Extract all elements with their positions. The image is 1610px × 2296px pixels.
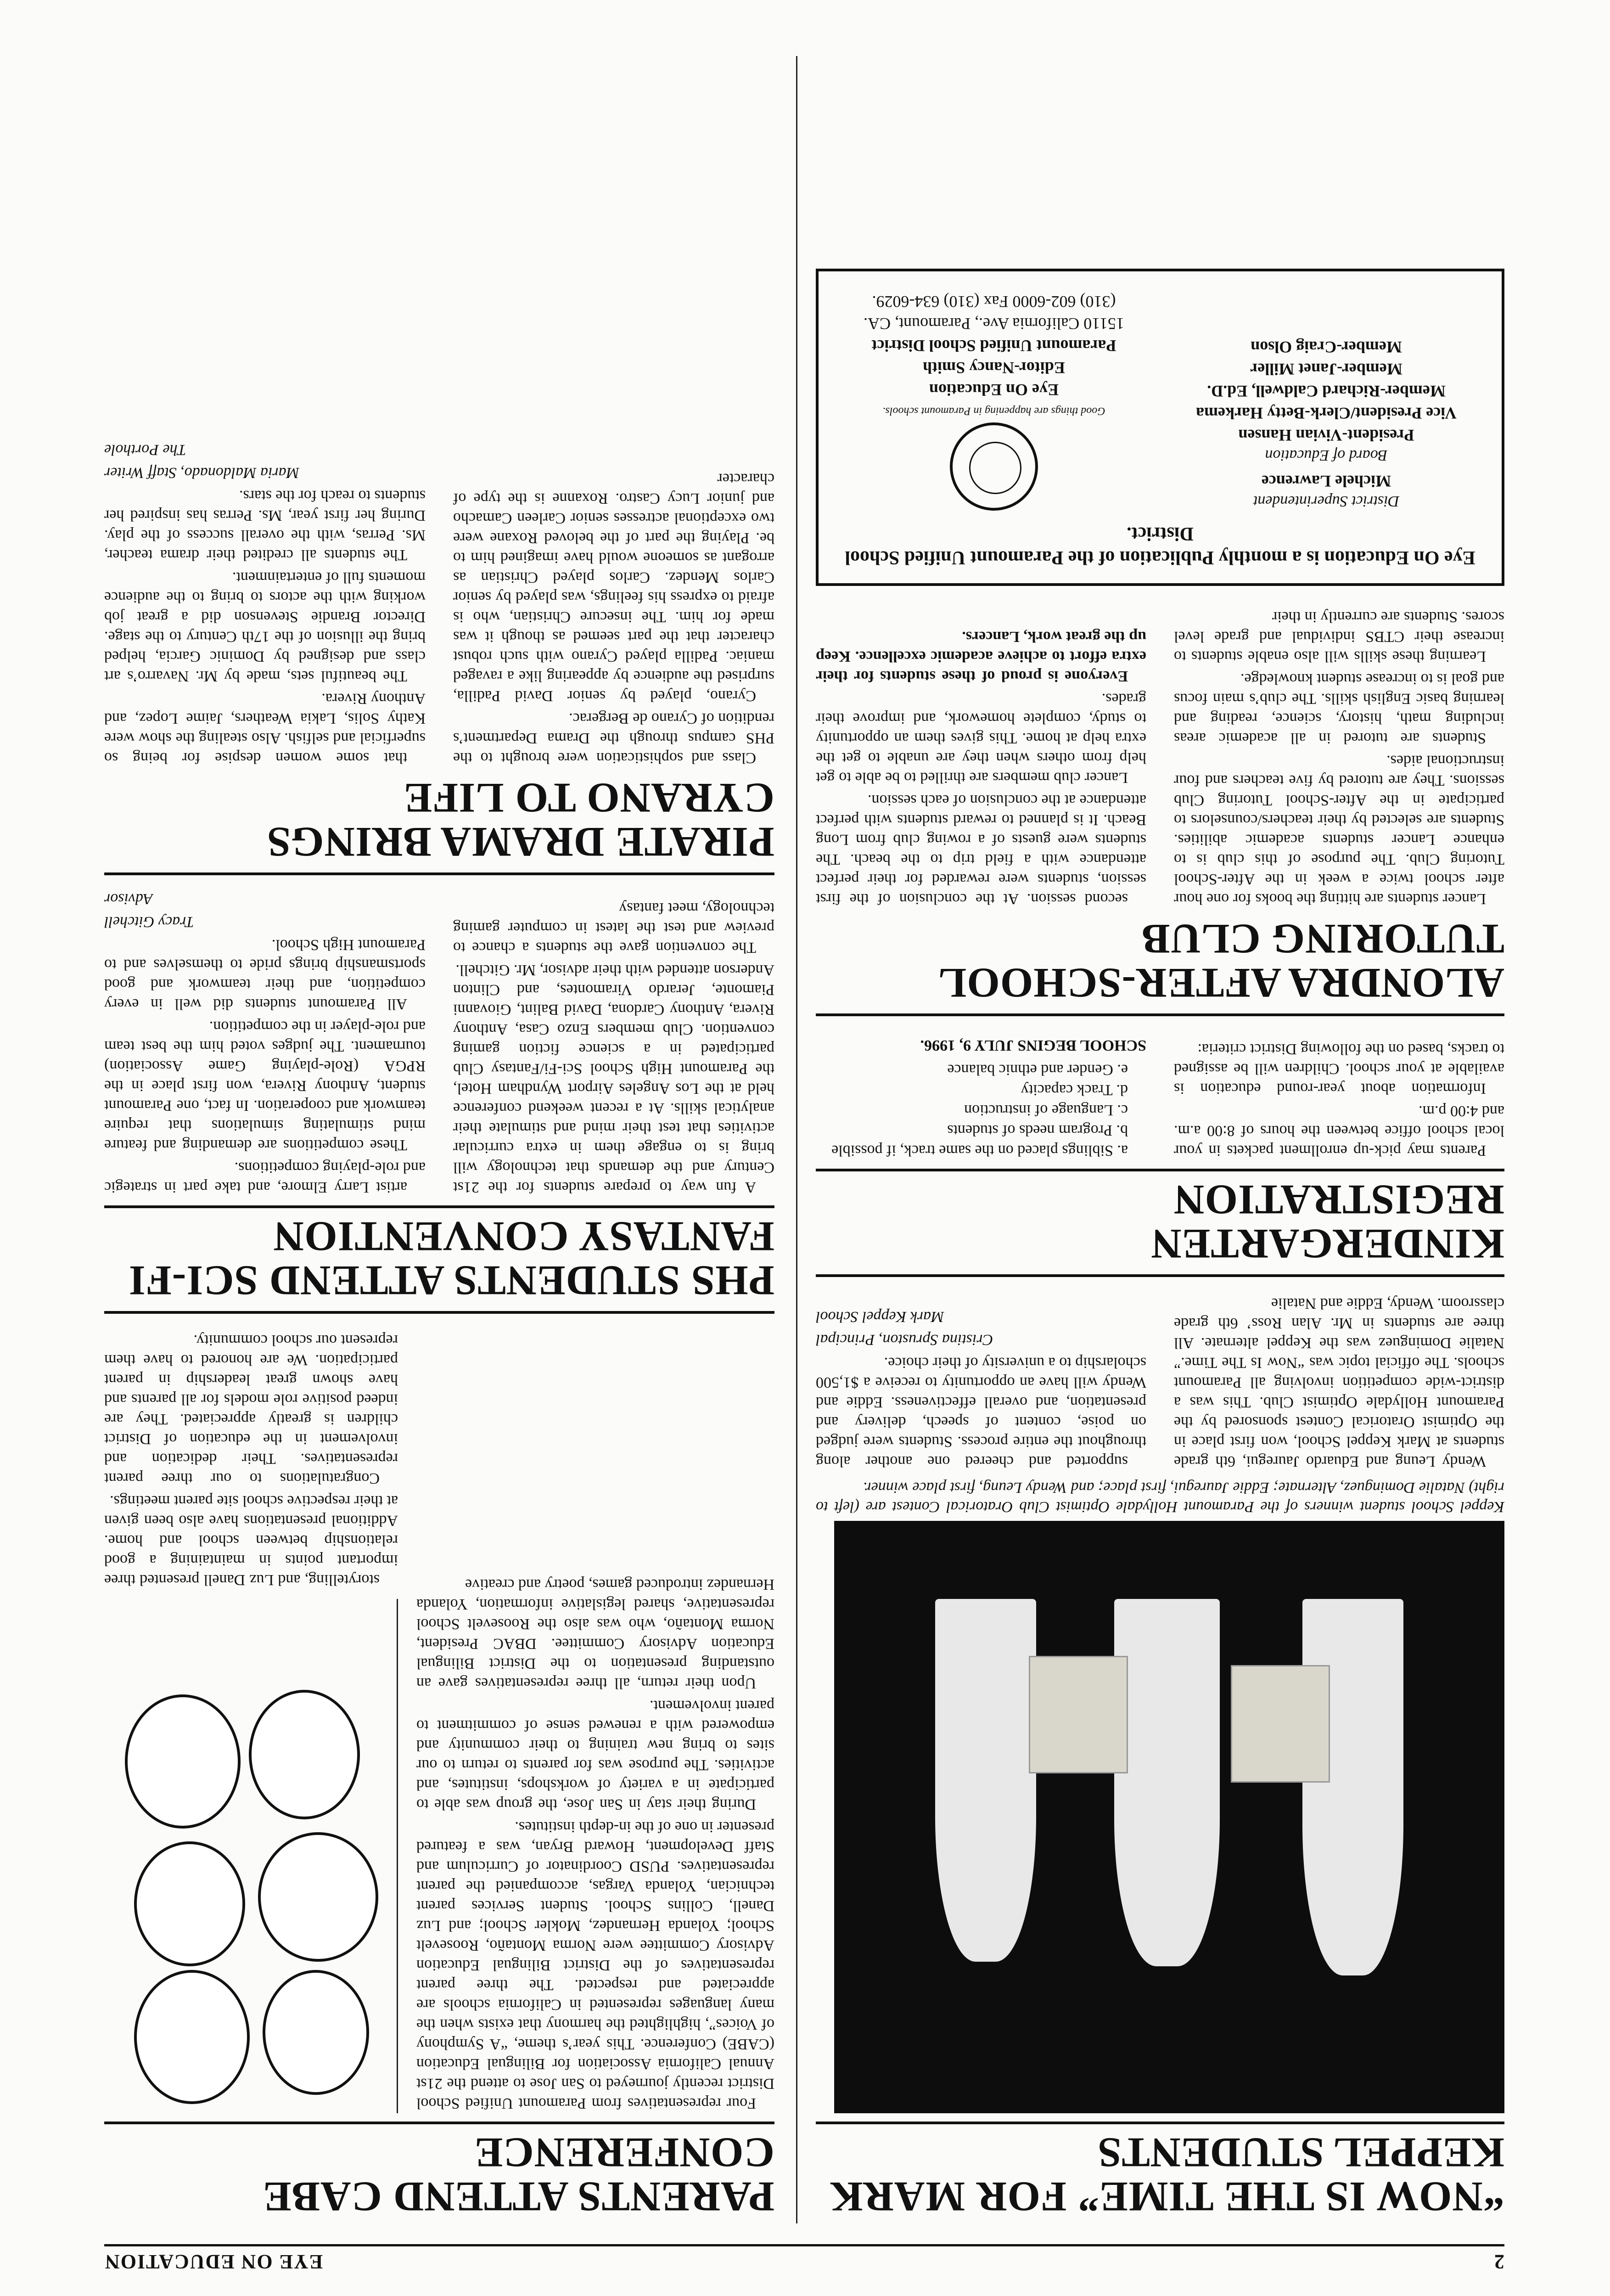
tagline: Good things are happening in Paramount schools. [882, 405, 1105, 417]
headline-rule [104, 2122, 774, 2124]
list-item: e. Gender and ethnic balance [947, 1061, 1128, 1078]
cabe-article [104, 1328, 774, 2219]
scifi-headline: PHS STUDENTS ATTEND SCI-FI FANTASY CONVENTION [128, 1213, 774, 1304]
board-member: Member-Janet Miller [1250, 360, 1402, 378]
paragraph: The convention gave the students a chance to preview and test the latest in computer gaming technology, meet fantasy [453, 900, 774, 956]
scifi-article [104, 889, 774, 1314]
paragraph: that some women despise for being so superficial and selfish. Also stealing the show were Kathy Solis, Lakia Weathers, Jaime Lopez, and Anthony Rivera. [104, 690, 426, 766]
right-column [104, 440, 774, 2219]
paragraph: Parents may pick-up enrollment packets in your local school office between the hours of 8:00 a.m. and 4:00 p.m. [1174, 1103, 1504, 1159]
keppel-caption: Keppel School student winners of the Paramount Hollydale Optimist Club Oratorical Contest are (left to right) Natalie Dominguez, Alternate; Eddie Jauregui, first place; and Wendy Leung, first place winner. [816, 1479, 1504, 1515]
masthead-grid [837, 285, 1483, 511]
byline-name: Cristina Spruston, Principal [816, 1331, 993, 1348]
district-seal-icon [950, 422, 1038, 511]
paragraph: Four representatives from Paramount Unified School District recently journeyed to San Jose to attend the 21st Annual California Association for Bilingual Education (CABE) Conference. This year’s theme, “A Symphony of Voices”, highlighted the harmony that exists when the many languages represented in California schools are appreciated and respected. The three parent representatives of the District Bilingual Education Advisory Committee were Norma Montaño, Roosevelt School; Yolanda Hernandez, Mokler School; and Luz Danell, Collins School. Student Services parent technician, Yolanda Vargas, accompanied the parent representatives. PUSD Coordinator of Curriculum and Staff Development, Howard Bryan, was a featured presenter in one of the in-depth institutes. [416, 1818, 774, 2112]
masthead-title: Eye On Education is a monthly Publication of the Paramount Unified School District. [845, 523, 1475, 568]
kindergarten-article [816, 1030, 1504, 1277]
column-divider [796, 56, 797, 2223]
superintendent-label: District Superintendent [1253, 493, 1400, 510]
scifi-body [104, 889, 774, 1197]
paragraph: Lancer club members are thrilled to be able to get help from others when they are unable to get the extra help at home. This gives them an opportunity to study, complete homework, and improve their grades. [816, 690, 1146, 786]
publication-name: Eye On Education [929, 381, 1059, 399]
masthead-officials [1169, 285, 1483, 511]
kindergarten-body [816, 1030, 1504, 1160]
cyrano-headline: PIRATE DRAMA BRINGS CYRANO TO LIFE [266, 775, 774, 866]
byline-school: Mark Keppel School [816, 1308, 944, 1325]
paragraph: supported and cheered one another along throughout the entire process. Students were judged on poise, content of speech, delivery and presentation, and overall effectiveness. Eddie and Wendy will have an opportunity to receive a $1,500 scholarship to a university of their choice. [816, 1354, 1146, 1470]
paragraph: During their stay in San Jose, the group was able to participate in a variety of workshops, institutes, and activities. The purpose was for parents to return to our sites to bring new training to their community and empowered with a renewed sense of commitment to parent involvement. [416, 1697, 774, 1813]
byline-name: Maria Maldonado, Staff Writer [104, 464, 299, 481]
paragraph: These competitions are demanding and feature mind stimulating simulations that require teamwork and cooperation. In fact, one Paramount student, Anthony Rivera, won first place in the RPGA (Role-playing Game Association) tournament. The judges voted him the best team and role-player in the competition. [104, 1018, 426, 1154]
cyrano-article [104, 440, 774, 875]
board-member: Member-Craig Olson [1251, 338, 1402, 356]
criteria-list [816, 1059, 1146, 1160]
masthead-box [816, 269, 1504, 586]
alondra-article [816, 604, 1504, 1016]
paragraph: Class and sophistication were brought to the PHS campus through the Drama Department’s rendition of Cyrano de Bergerac. [453, 710, 774, 766]
list-item: a. Siblings placed on the same track, if possible [831, 1142, 1128, 1159]
left-column [816, 255, 1504, 2219]
district-name: Paramount Unified School District [871, 337, 1116, 355]
folio-bar [104, 2244, 1504, 2274]
headline-rule [816, 1013, 1504, 1016]
headline-rule [104, 1205, 774, 1208]
paragraph: artist Larry Elmore, and take part in strategic and role-playing competitions. [104, 1159, 426, 1196]
byline-publication: The Porthole [104, 441, 186, 458]
paragraph: A fun way to prepare students for the 21st Century and the demands that technology will bring is to engage them in extra curricular activities that test their mind and stimulate their analytical skills. At a recent weekend conference held at the Los Angeles Airport Wyndham Hotel, the Paramount High School Sci-Fi/Fantasy Club participated in a science fiction gaming convention. Club members Enzo Casa, Anthony Rivera, Anthony Cardona, David Balint, Giovanni Piamonte, Jerardo Viramontes, and Clinton Anderson attended with their advisor, Mr. Gitchell. [453, 962, 774, 1196]
paragraph: Cyrano, played by senior David Padilla, surprised the audience by appearing like a ravaged maniac. Padilla played Cyrano with such robust character that the part seemed as though it was made for him. The insecure Christian, who is afraid to express his feelings, was played by senior Carlos Mendez. Carlos played Christian as arrogant as someone would have imagined him to be. Playing the part of the beloved Roxane were two exceptional actresses senior Carleen Camacho and junior Lucy Castro. Roxanne is the type of character [453, 470, 774, 704]
section-title: EYE ON EDUCATION [104, 2251, 323, 2273]
paragraph: Lancer students are hitting the books for one hour after school twice a week in the After-School Tutoring Club. The purpose of this club is to enhance Lancer students academic abilities. Students are selected by their teachers/counselors to participate in the After-School Tutoring Club sessions. They are tutored by five teachers and four instructional aides. [1174, 752, 1504, 907]
district-phone: (310) 602-6000 Fax (310) 634-6029. [872, 293, 1116, 311]
paragraph: Information about year-round education is available at your school. Children will be assigned to tracks, based on the following District criteria: [1174, 1041, 1504, 1097]
board-member: Vice President/Clerk-Betty Harkema [1196, 404, 1457, 422]
editor: Editor-Nancy Smith [923, 359, 1065, 377]
alondra-body [816, 604, 1504, 909]
paragraph: Congratulations to our three parent representatives. Their dedication and involvement in the education of District children is greatly appreciated. They are indeed positive role models for all parents and have shown great leadership in parent participation. We are honored to have them represent our school community. [104, 1332, 398, 1487]
alondra-headline: ALONDRA AFTER-SCHOOL TUTORING CLUB [940, 916, 1504, 1007]
cabe-headline: PARENTS ATTEND CABE CONFERENCE [263, 2129, 774, 2220]
paragraph: storytelling, and Luz Danell presented three important points in maintaining a good relationship between school and home. Additional presentations have also been given at their respective school site parent meetings. [104, 1492, 398, 1588]
cyrano-body [104, 440, 774, 768]
kindergarten-headline: KINDERGARTEN REGISTRATION [1150, 1176, 1504, 1267]
paragraph: second session. At the conclusion of the first session, students were rewarded for their perfect attendance with a field trip to the beach. The students were guests of a rowing club from Long Beach. It is planned to reward students with perfect attendance at the conclusion of each session. [816, 792, 1146, 907]
keppel-headline: “NOW IS THE TIME” FOR MARK KEPPEL STUDENTS [829, 2129, 1504, 2220]
byline-name: Tracy Gitchell [104, 913, 194, 930]
headline-rule [816, 2122, 1504, 2124]
board-member: Member-Richard Caldwell, Ed.D. [1207, 382, 1446, 400]
cabe-body [104, 1328, 774, 2113]
school-begins-note: SCHOOL BEGINS JULY 9, 1996. [920, 1037, 1146, 1054]
paragraph: The students all credited their drama teacher, Ms. Perras, with the overall success of the play. During her first year, Ms. Perras has inspired her students to reach for the stars. [104, 487, 426, 563]
headline-rule [104, 872, 774, 875]
district-address: 15110 California Ave., Paramount, CA. [864, 315, 1124, 333]
masthead-publication [837, 285, 1151, 511]
paragraph: Wendy Leung and Eduardo Jauregui, 6th grade students at Mark Keppel School, won first place in the Optimist Oratorical Contest sponsored by the Paramount Hollydale Optimist Club. This was a district-wide competition involving all Paramount schools. The official topic was “Now Is The Time.” Natalie Dominguez was the Keppel alternate. All three are students in Mr. Alan Ross’ 6th grade classroom. Wendy, Eddie and Natalie [1174, 1295, 1504, 1470]
paragraph: Everyone is proud of these students for their extra effort to achieve academic excellence. Keep up the great work, Lancers. [816, 628, 1146, 685]
superintendent-name: Michele Lawrence [1261, 472, 1391, 490]
paragraph: Students are tutored in all academic areas including math, history, science, reading and learning basic English skills. The club’s main focus and goal is to increase student knowledge. [1174, 670, 1504, 747]
keppel-photo [834, 1521, 1504, 2113]
page-number: 2 [1493, 2251, 1504, 2273]
keppel-body [816, 1291, 1504, 1471]
paragraph: Learning these skills will also enable students to increase their CTBS individual and grade level scores. Students are currently in their [1174, 608, 1504, 665]
keppel-article [816, 1291, 1504, 2219]
board-member: President-Vivian Hansen [1238, 426, 1414, 445]
headline-rule [104, 1311, 774, 1314]
list-item: c. Language of instruction [964, 1102, 1128, 1119]
parents-illustration [103, 1599, 398, 2113]
list-item: b. Program needs of students [947, 1122, 1128, 1139]
board-label: Board of Education [1265, 447, 1388, 464]
paragraph: Upon their return, all three representatives gave an outstanding presentation to the District Bilingual Education Advisory Committee. DBAC President, Norma Montaño, who was also the Roosevelt School representative, shared legislative information, Yolanda Hernandez introduced games, poetry and creative [416, 1576, 774, 1692]
headline-rule [816, 1169, 1504, 1171]
byline-title: Advisor [104, 890, 153, 907]
headline-rule [816, 1274, 1504, 1277]
paragraph: All Paramount students did well in every competition, and their teamwork and good sportsmanship brings pride to themselves and to Paramount High School. [104, 936, 426, 1013]
list-item: d. Track capacity [1021, 1081, 1128, 1098]
paragraph: The beautiful sets, made by Mr. Navarro’s art class and designed by Dominic Garcia, helped bring the illusion of the 17th Century to the stage. Director Brandie Stevenson did a great job working with the actors to bring to the audience moments full of entertainment. [104, 569, 426, 685]
